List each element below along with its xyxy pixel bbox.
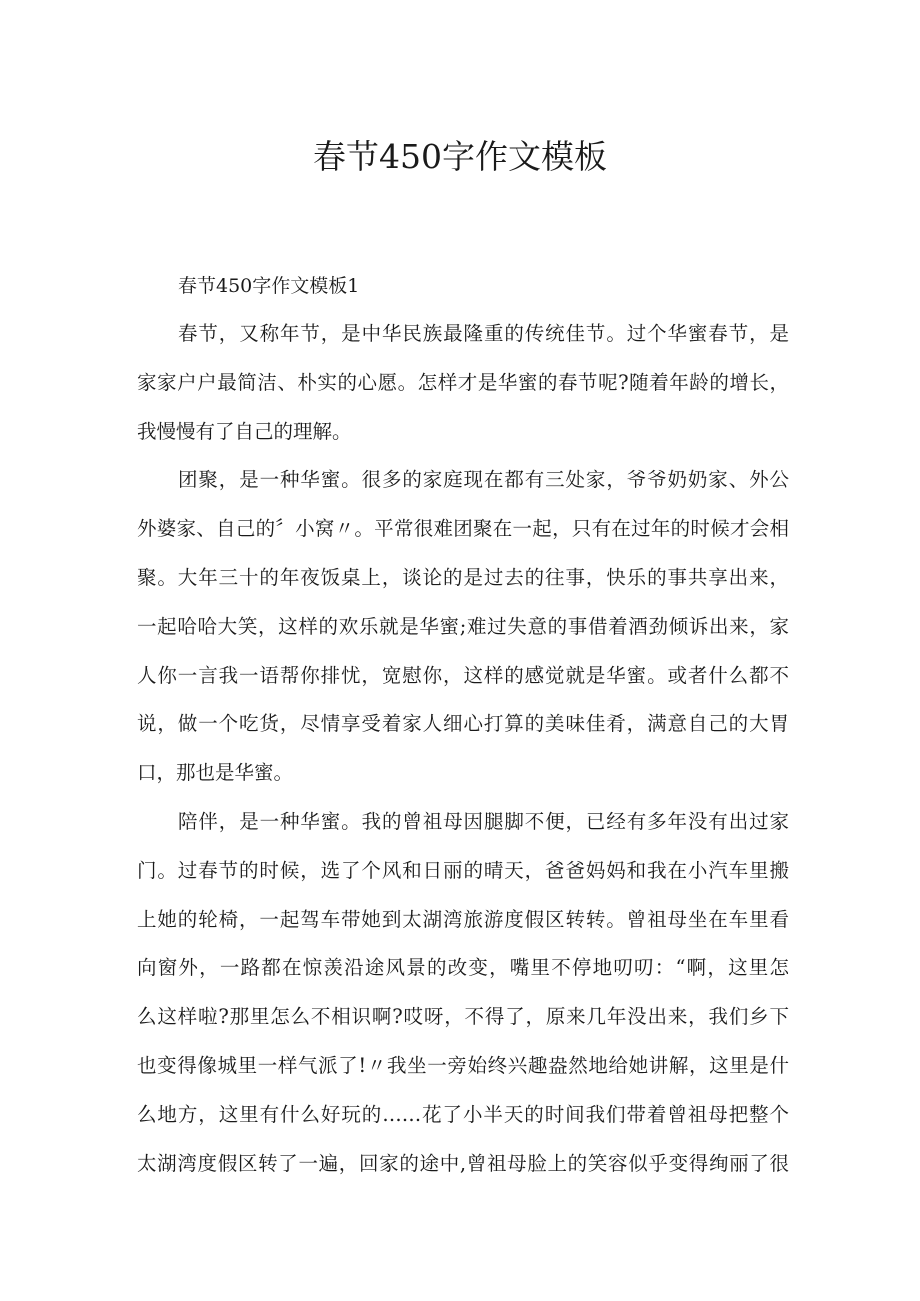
text-line: 向窗外，一路都在惊羡沿途风景的改变，嘴里不停地叨叨：“啊，这里怎	[137, 956, 789, 980]
text-line: 门。过春节的时候，选了个风和日丽的晴天，爸爸妈妈和我在小汽车里搬	[137, 858, 789, 882]
text-line: 口，那也是华蜜。	[137, 761, 294, 785]
text-line: 也变得像城里一样气派了!〃我坐一旁始终兴趣盎然地给她讲解，这里是什	[137, 1053, 789, 1077]
text-line: 上她的轮椅，一起驾车带她到太湖湾旅游度假区转转。曾祖母坐在车里看	[137, 907, 789, 931]
document-body	[137, 262, 789, 1188]
text-line: 聚。大年三十的年夜饭桌上，谈论的是过去的往事，快乐的事共享出来，	[137, 565, 789, 589]
text-line: 团聚，是一种华蜜。很多的家庭现在都有三处家，爷爷奶奶家、外公	[178, 468, 789, 492]
paragraph-3	[137, 798, 789, 1188]
text-line: 我慢慢有了自己的理解。	[137, 419, 352, 443]
text-line: 家家户户最简洁、朴实的心愿。怎样才是华蜜的春节呢?随着年龄的增长，	[137, 370, 789, 394]
text-line: 春节，又称年节，是中华民族最隆重的传统佳节。过个华蜜春节，是	[178, 322, 789, 345]
document-title: 春节450字作文模板	[313, 137, 607, 176]
text-line: 一起哈哈大笑，这样的欢乐就是华蜜;难过失意的事借着酒劲倾诉出来，家	[137, 614, 789, 638]
text-line: 么这样啦?那里怎么不相识啊?哎呀，不得了，原来几年没出来，我们乡下	[137, 1005, 789, 1029]
paragraph-1	[137, 310, 789, 456]
text-line: 说，做一个吃货，尽情享受着家人细心打算的美味佳肴，满意自己的大胃	[137, 712, 789, 736]
text-line: 外婆家、自己的〞小窝〃。平常很难团聚在一起，只有在过年的时候才会相	[137, 517, 789, 541]
text-line: 陪伴，是一种华蜜。我的曾祖母因腿脚不便，已经有多年没有出过家	[178, 809, 789, 833]
text-line: 太湖湾度假区转了一遍，回家的途中,曾祖母脸上的笑容似乎变得绚丽了很	[137, 1151, 789, 1175]
text-line: 人你一言我一语帮你排忧，宽慰你，这样的感觉就是华蜜。或者什么都不	[137, 663, 789, 687]
paragraph-2	[137, 456, 789, 798]
text-line: 么地方，这里有什么好玩的……花了小半天的时间我们带着曾祖母把整个	[137, 1102, 789, 1126]
section-title: 春节450字作文模板1	[178, 275, 360, 297]
